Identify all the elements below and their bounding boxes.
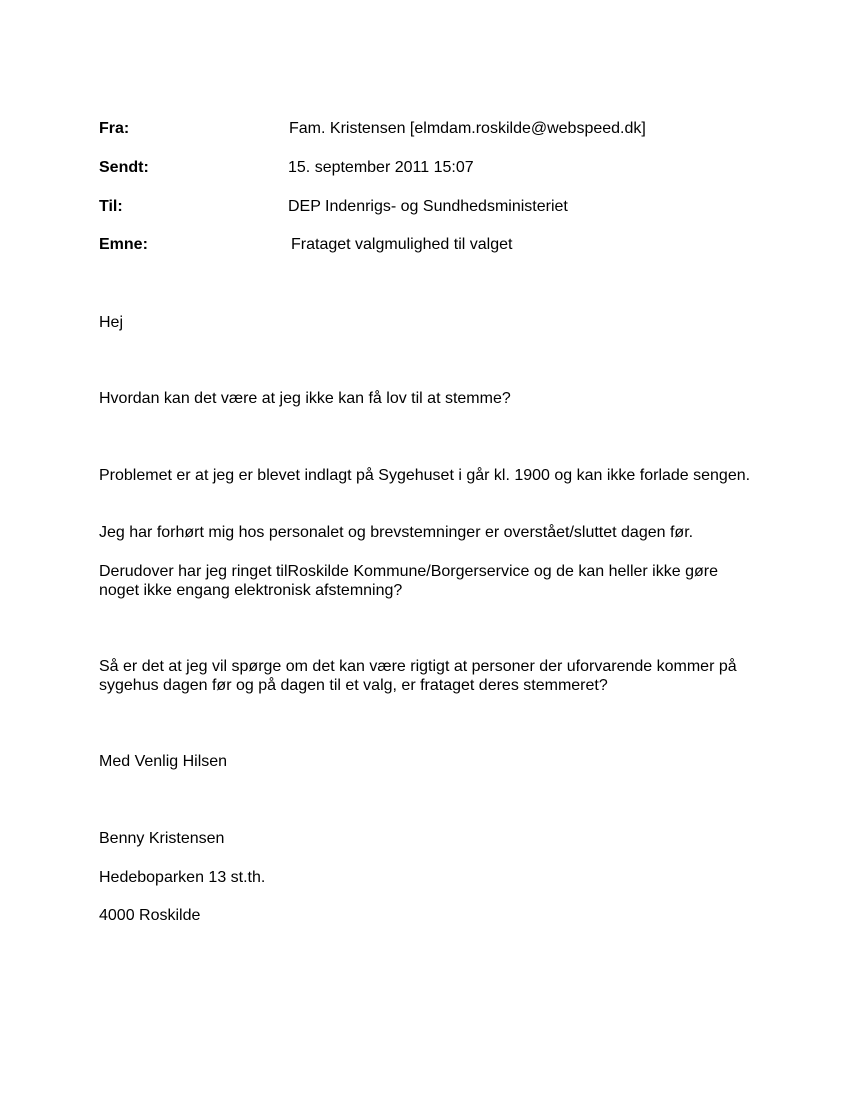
problem-paragraph: Problemet er at jeg er blevet indlagt på Sygehuset i går kl. 1900 og kan ikke forlade sengen. bbox=[99, 467, 751, 484]
signature-name: Benny Kristensen bbox=[99, 830, 225, 847]
to-label: Til: bbox=[99, 198, 123, 215]
signature-street: Hedeboparken 13 st.th. bbox=[99, 869, 266, 886]
municipality-paragraph: Derudover har jeg ringet tilRoskilde Kommune/Borgerservice og de kan heller ikke gøre noget ikke engang elektronisk afstemning? bbox=[99, 563, 718, 599]
staff-paragraph: Jeg har forhørt mig hos personalet og brevstemninger er overstået/sluttet dagen før. bbox=[99, 524, 694, 541]
to-value: DEP Indenrigs- og Sundhedsministeriet bbox=[288, 198, 568, 215]
subject-value: Frataget valgmulighed til valget bbox=[291, 236, 513, 253]
from-label: Fra: bbox=[99, 120, 130, 137]
final-question-paragraph: Så er det at jeg vil spørge om det kan være rigtigt at personer der uforvarende kommer på sygehus dagen før og på dagen til et valg, er frataget deres stemmeret? bbox=[99, 658, 737, 694]
subject-label: Emne: bbox=[99, 236, 148, 253]
closing: Med Venlig Hilsen bbox=[99, 753, 228, 770]
sent-label: Sendt: bbox=[99, 159, 149, 176]
greeting: Hej bbox=[99, 314, 124, 331]
question-paragraph: Hvordan kan det være at jeg ikke kan få lov til at stemme? bbox=[99, 390, 511, 407]
from-value: Fam. Kristensen [elmdam.roskilde@webspeed.dk] bbox=[289, 120, 646, 137]
sent-value: 15. september 2011 15:07 bbox=[288, 159, 474, 176]
signature-city: 4000 Roskilde bbox=[99, 907, 201, 924]
